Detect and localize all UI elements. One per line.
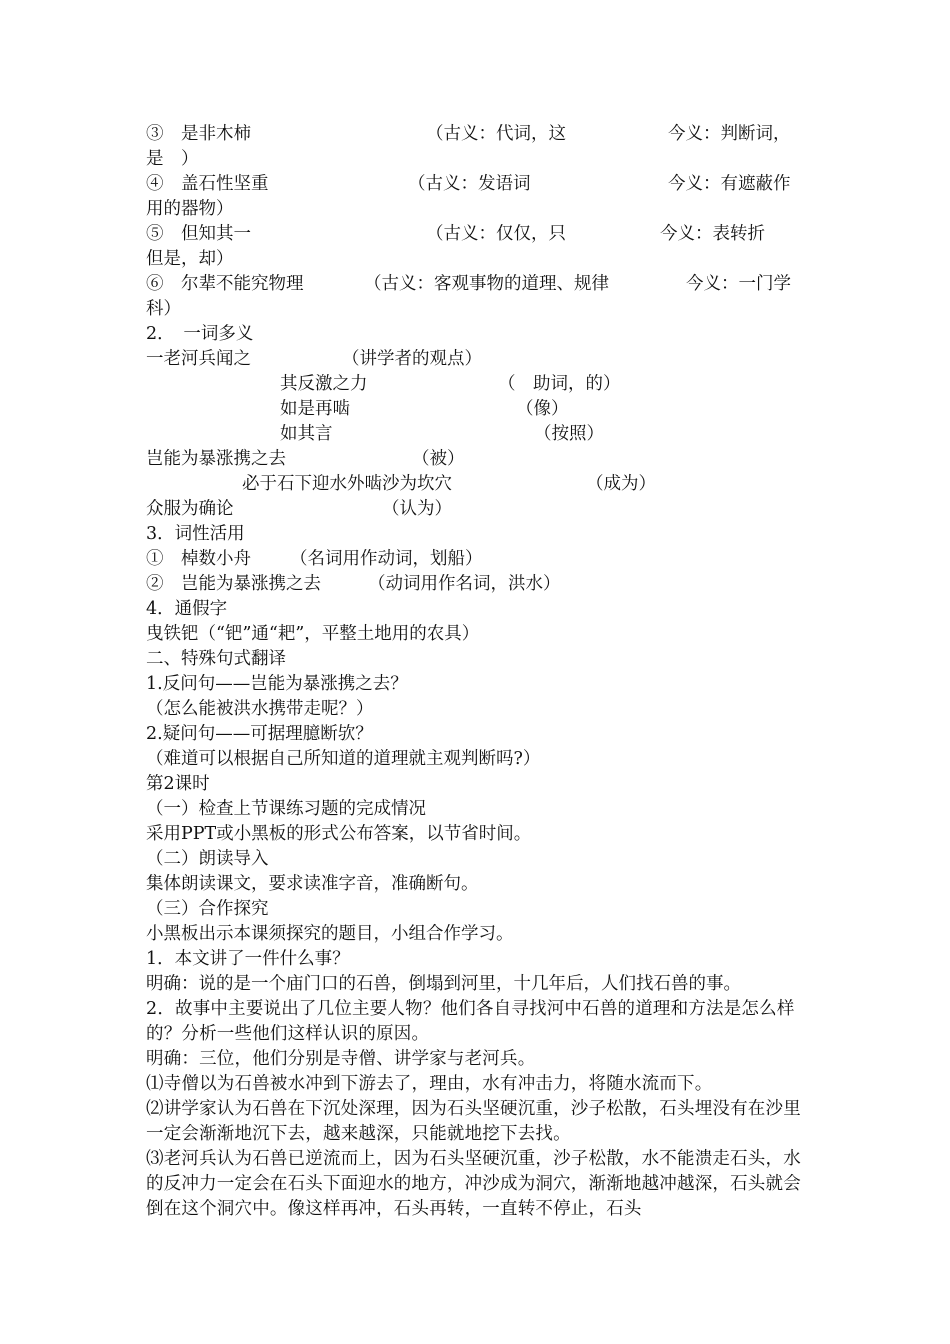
gloss: （按照） bbox=[534, 424, 604, 444]
sentence-item: 1.反问句——岂能为暴涨携之去？ bbox=[146, 674, 408, 694]
polysemy-item bbox=[146, 397, 808, 422]
wordclass-item bbox=[146, 572, 808, 597]
example-sentence: 一老河兵闻之 bbox=[146, 349, 251, 369]
archaic-continuation: 是 ） bbox=[146, 149, 199, 169]
gloss: （名词用作动词，划船） bbox=[290, 549, 483, 569]
section-heading: 2． 一词多义 bbox=[146, 324, 254, 344]
body-text: 小黑板出示本课须探究的题目，小组合作学习。 bbox=[146, 924, 514, 944]
translation: （难道可以根据自己所知道的道理就主观判断吗?） bbox=[146, 749, 541, 769]
section-heading: 二、特殊句式翻译 bbox=[146, 649, 286, 669]
gloss: （讲学者的观点） bbox=[342, 349, 482, 369]
answer-point: ⑶老河兵认为石兽已逆流而上，因为石头坚硬沉重，沙子松散，水不能溃走石头，水的反冲力一定会在石头下面迎水的地方，冲沙成为洞穴，渐渐地越冲越深，石头就会倒在这个洞穴中。像这样再冲，石头再转，一直转不停止，石头 bbox=[146, 1149, 801, 1219]
document-page bbox=[146, 122, 808, 1222]
archaic-phrase: ③ 是非木柿 bbox=[146, 124, 251, 144]
polysemy-item bbox=[146, 372, 808, 397]
archaic-old-meaning: （古义：仅仅，只 bbox=[426, 224, 566, 244]
archaic-item bbox=[146, 222, 808, 247]
polysemy-item bbox=[146, 497, 808, 522]
section-heading: 4．通假字 bbox=[146, 599, 228, 619]
archaic-item bbox=[146, 272, 808, 297]
example-sentence: ① 棹数小舟 bbox=[146, 549, 251, 569]
gloss: （被） bbox=[412, 449, 465, 469]
gloss: （成为） bbox=[586, 474, 656, 494]
archaic-continuation: 但是，却） bbox=[146, 249, 234, 269]
answer: 明确：说的是一个庙门口的石兽，倒塌到河里，十几年后，人们找石兽的事。 bbox=[146, 974, 741, 994]
archaic-old-meaning: （古义：代词，这 bbox=[426, 124, 566, 144]
question: 1．本文讲了一件什么事？ bbox=[146, 949, 350, 969]
answer: 明确：三位，他们分别是寺僧、讲学家与老河兵。 bbox=[146, 1049, 536, 1069]
archaic-item bbox=[146, 122, 808, 147]
archaic-old-meaning: （古义：客观事物的道理、规律 bbox=[364, 274, 609, 294]
lesson-heading: 第2课时 bbox=[146, 774, 210, 794]
archaic-new-meaning: 今义：有遮蔽作 bbox=[668, 174, 791, 194]
step-heading: （三）合作探究 bbox=[146, 899, 269, 919]
archaic-old-meaning: （古义：发语词 bbox=[408, 174, 531, 194]
answer-point: ⑴寺僧以为石兽被水冲到下游去了，理由，水有冲击力，将随水流而下。 bbox=[146, 1074, 713, 1094]
example-sentence: 如其言 bbox=[280, 424, 333, 444]
example-sentence: 其反激之力 bbox=[280, 374, 368, 394]
example-sentence: 必于石下迎水外啮沙为坎穴 bbox=[242, 474, 452, 494]
answer-point: ⑵讲学家认为石兽在下沉处深理，因为石头坚硬沉重，沙子松散，石头埋没有在沙里一定会渐渐地沉下去，越来越深，只能就地挖下去找。 bbox=[146, 1099, 801, 1144]
body-text: 采用PPT或小黑板的形式公布答案，以节省时间。 bbox=[146, 824, 532, 844]
example-sentence: ② 岂能为暴涨携之去 bbox=[146, 574, 321, 594]
archaic-phrase: ④ 盖石性坚重 bbox=[146, 174, 269, 194]
step-heading: （二）朗读导入 bbox=[146, 849, 269, 869]
example-sentence: 如是再啮 bbox=[280, 399, 350, 419]
gloss: （认为） bbox=[382, 499, 452, 519]
polysemy-item bbox=[146, 447, 808, 472]
archaic-new-meaning: 今义：判断词， bbox=[668, 124, 791, 144]
polysemy-item bbox=[146, 472, 808, 497]
wordclass-item bbox=[146, 547, 808, 572]
archaic-new-meaning: 今义：一门学 bbox=[686, 274, 791, 294]
gloss: （动词用作名词，洪水） bbox=[368, 574, 561, 594]
archaic-phrase: ⑥ 尔辈不能究物理 bbox=[146, 274, 304, 294]
archaic-continuation: 科） bbox=[146, 299, 181, 319]
archaic-continuation: 用的器物） bbox=[146, 199, 234, 219]
tongjia-text: 曳铁钯（“钯”通“耙”，平整土地用的农具） bbox=[146, 624, 480, 644]
gloss: （ 助词，的） bbox=[498, 374, 621, 394]
section-heading: 3．词性活用 bbox=[146, 524, 245, 544]
polysemy-item bbox=[146, 422, 808, 447]
body-text: 集体朗读课文，要求读准字音，准确断句。 bbox=[146, 874, 479, 894]
archaic-phrase: ⑤ 但知其一 bbox=[146, 224, 251, 244]
question: 2．故事中主要说出了几位主要人物？他们各自寻找河中石兽的道理和方法是怎么样的？分析一些他们这样认识的原因。 bbox=[146, 999, 795, 1044]
archaic-new-meaning: 今义：表转折 bbox=[660, 224, 765, 244]
polysemy-item bbox=[146, 347, 808, 372]
example-sentence: 岂能为暴涨携之去 bbox=[146, 449, 286, 469]
archaic-item bbox=[146, 172, 808, 197]
translation: （怎么能被洪水携带走呢？） bbox=[146, 699, 374, 719]
step-heading: （一）检查上节课练习题的完成情况 bbox=[146, 799, 426, 819]
example-sentence: 众服为确论 bbox=[146, 499, 234, 519]
sentence-item: 2.疑问句——可据理臆断欤？ bbox=[146, 724, 373, 744]
gloss: （像） bbox=[516, 399, 569, 419]
